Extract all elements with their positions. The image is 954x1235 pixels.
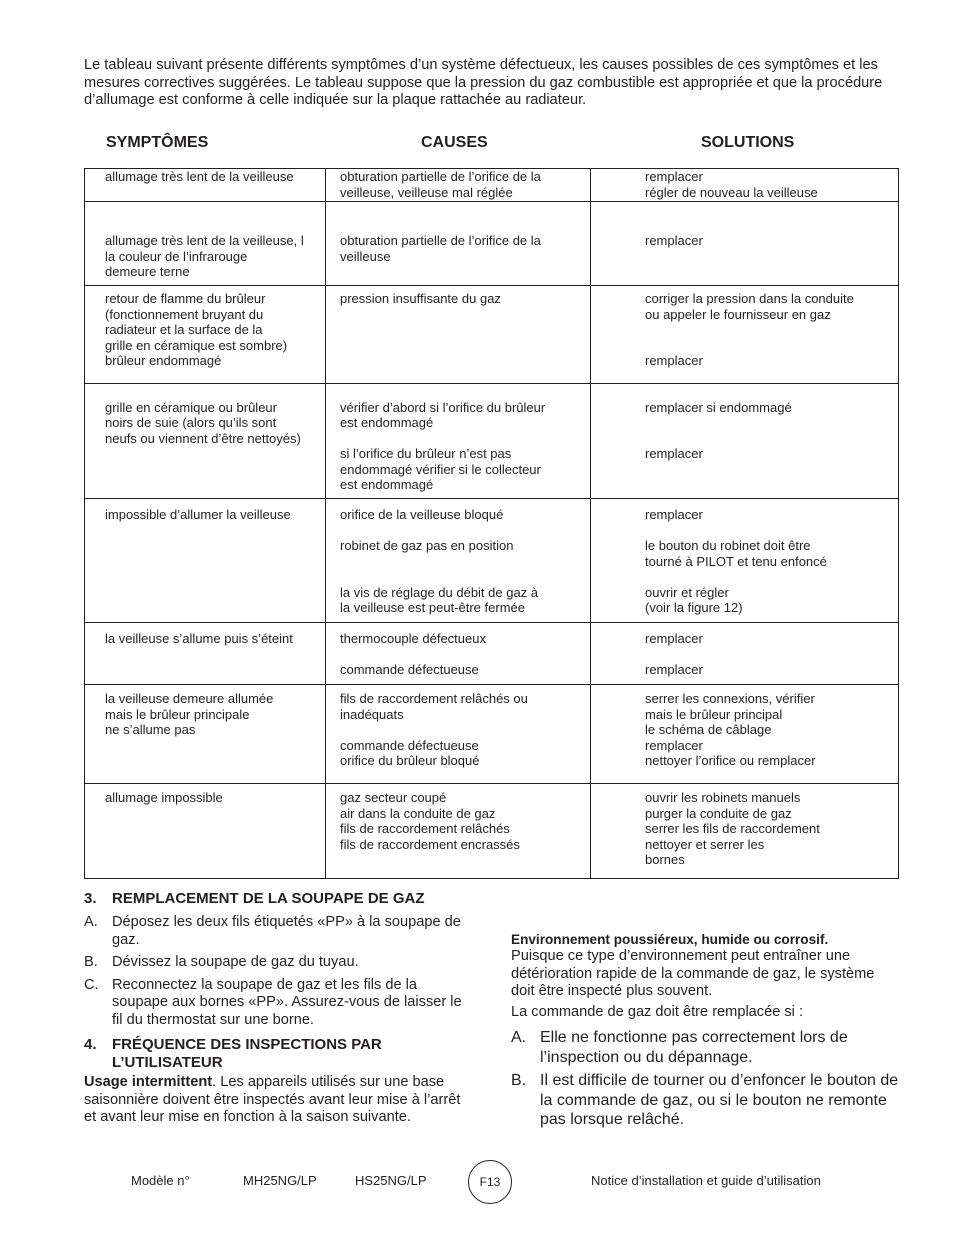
- env-text: Puisque ce type d’environnement peut entraîner une détérioration rapide de la commande de gaz, le système doit être inspecté plus souvent.: [511, 948, 875, 999]
- env-title: Environnement poussiéreux, humide ou corrosif.: [511, 932, 829, 947]
- cause-cell: pression insuffisante du gaz: [326, 286, 591, 384]
- intro-paragraph: Le tableau suivant présente différents symptômes d’un système défectueux, les causes possibles de ces symptômes et les mesures correctives suggérées. Le tableau suppose que la pression du gaz combustible est appropriée et que la procédure d’allumage est conforme à celle indiquée sur la plaque rattachée au radiateur.: [84, 57, 883, 108]
- symptom-cell: allumage très lent de la veilleuse, l la couleur de l’infrarouge demeure terne: [85, 202, 326, 286]
- section-4-title: FRÉQUENCE DES INSPECTIONS PAR L’UTILISATEUR: [112, 1036, 382, 1071]
- solution-cell: corriger la pression dans la conduite ou appeler le fournisseur en gaz remplacer: [591, 286, 899, 384]
- section-4-number: 4.: [84, 1036, 97, 1053]
- symptom-cell: grille en céramique ou brûleur noirs de suie (alors qu’ils sont neufs ou viennent d’être nettoyés): [85, 384, 326, 499]
- page-number: F13: [479, 1175, 501, 1189]
- footer-model-label: Modèle n°: [131, 1173, 190, 1188]
- table-row: [85, 623, 899, 685]
- solution-cell: remplacer le bouton du robinet doit être tourné à PILOT et tenu enfoncé ouvrir et régler (voir la figure 12): [591, 499, 899, 623]
- cause-cell: vérifier d’abord si l’orifice du brûleur est endommagé si l’orifice du brûleur n’est pas endommagé vérifier si le collecteur est endommagé: [326, 384, 591, 499]
- cause-cell: obturation partielle de l’orifice de la veilleuse: [326, 202, 591, 286]
- list-item: A. Elle ne fonctionne pas correctement lors de l’inspection ou du dépannage.: [511, 1029, 848, 1066]
- section-3-title: REMPLACEMENT DE LA SOUPAPE DE GAZ: [112, 890, 425, 907]
- solution-cell: remplacer remplacer: [591, 623, 899, 685]
- symptom-cell: allumage impossible: [85, 784, 326, 879]
- footer-doc-title: Notice d’installation et guide d’utilisation: [591, 1173, 821, 1188]
- symptom-cell: la veilleuse s’allume puis s’éteint: [85, 623, 326, 685]
- replace-conditions: [511, 1028, 906, 1134]
- table-row: [85, 384, 899, 499]
- usage-text: . Les appareils utilisés sur une base saisonnière doivent être inspectés avant leur mise à l’arrêt et avant leur mise en fonction à la saison suivante.: [84, 1074, 461, 1125]
- solution-cell: remplacer si endommagé remplacer: [591, 384, 899, 499]
- cause-cell: thermocouple défectueux commande défectueuse: [326, 623, 591, 685]
- list-item: B. Il est difficile de tourner ou d’enfoncer le bouton de la commande de gaz, ou si le bouton ne remonte pas lorsque relâché.: [511, 1072, 899, 1128]
- footer-model-2: HS25NG/LP: [355, 1173, 427, 1188]
- usage-paragraph: [84, 1074, 474, 1127]
- solution-cell: ouvrir les robinets manuels purger la conduite de gaz serrer les fils de raccordement nettoyer et serrer les bornes: [591, 784, 899, 879]
- footer-model-1: MH25NG/LP: [243, 1173, 317, 1188]
- list-item: C. Reconnectez la soupape de gaz et les fils de la soupape aux bornes «PP». Assurez-vous de laisser le fil du thermostat sur une borne.: [84, 976, 462, 1028]
- table-row: [85, 169, 899, 202]
- cause-cell: orifice de la veilleuse bloqué robinet de gaz pas en position la vis de réglage du débit de gaz à la veilleuse est peut-être fermée: [326, 499, 591, 623]
- page-number-badge: [468, 1160, 512, 1204]
- symptom-cell: retour de flamme du brûleur (fonctionnement bruyant du radiateur et la surface de la grille en céramique est sombre) brûleur endommagé: [85, 286, 326, 384]
- symptom-cell: impossible d’allumer la veilleuse: [85, 499, 326, 623]
- list-item: A. Déposez les deux fils étiquetés «PP» à la soupape de gaz.: [84, 914, 461, 948]
- table-row: [85, 202, 899, 286]
- cause-cell: gaz secteur coupé air dans la conduite de gaz fils de raccordement relâchés fils de raccordement encrassés: [326, 784, 591, 879]
- section-3-steps: [84, 914, 474, 1034]
- header-symptoms: SYMPTÔMES: [106, 134, 209, 151]
- table-row: [85, 286, 899, 384]
- table-row: [85, 499, 899, 623]
- solution-cell: remplacer: [591, 202, 899, 286]
- cause-cell: obturation partielle de l’orifice de la veilleuse, veilleuse mal réglée: [326, 169, 591, 202]
- header-causes: CAUSES: [421, 134, 488, 151]
- table-row: [85, 685, 899, 784]
- section-3-heading: [84, 890, 484, 908]
- symptom-cell: la veilleuse demeure allumée mais le brûleur principale ne s’allume pas: [85, 685, 326, 784]
- usage-label: Usage intermittent: [84, 1074, 213, 1090]
- list-item: B. Dévissez la soupape de gaz du tuyau.: [84, 954, 359, 970]
- solution-cell: serrer les connexions, vérifier mais le brûleur principal le schéma de câblage remplacer nettoyer l’orifice ou remplacer: [591, 685, 899, 784]
- section-3-number: 3.: [84, 890, 97, 907]
- table-row: [85, 784, 899, 879]
- replace-intro: La commande de gaz doit être remplacée si :: [511, 1004, 804, 1020]
- header-solutions: SOLUTIONS: [701, 134, 795, 151]
- solution-cell: remplacer régler de nouveau la veilleuse: [591, 169, 899, 202]
- symptom-cell: allumage très lent de la veilleuse: [85, 169, 326, 202]
- troubleshooting-table: [84, 168, 899, 879]
- cause-cell: fils de raccordement relâchés ou inadéquats commande défectueuse orifice du brûleur bloqué: [326, 685, 591, 784]
- section-4-heading: [84, 1036, 484, 1072]
